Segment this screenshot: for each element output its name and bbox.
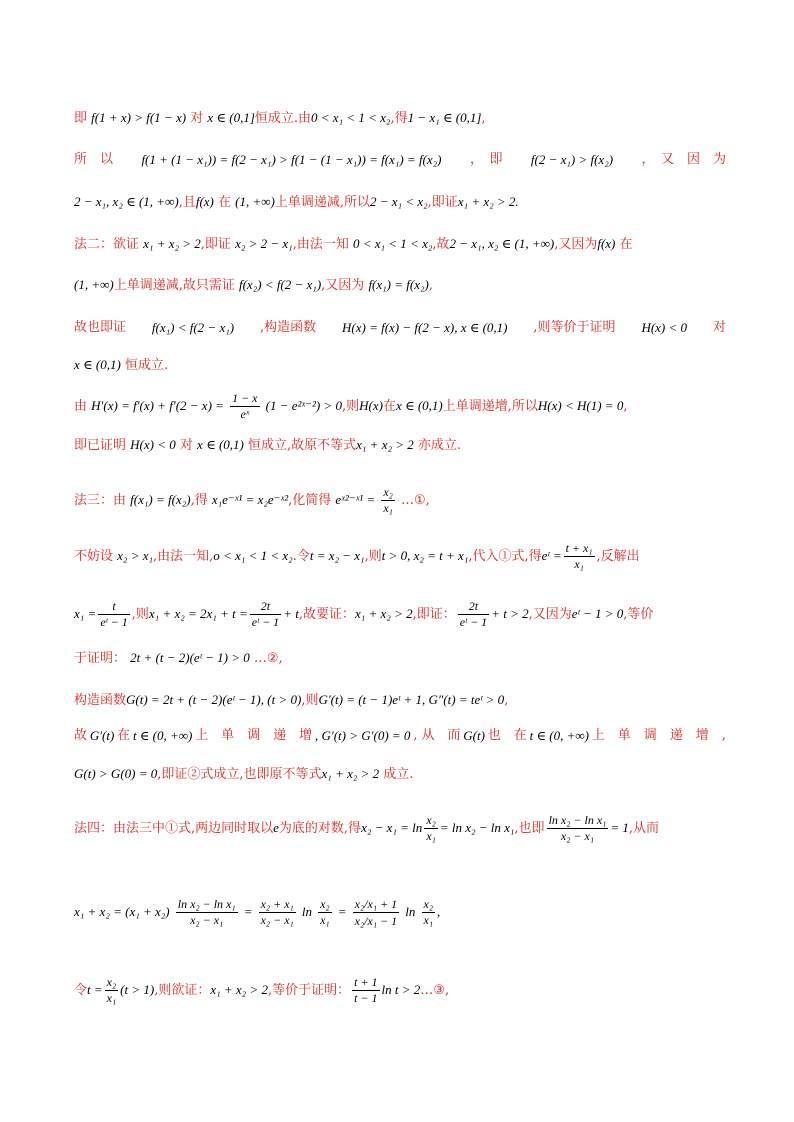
text-line-11 <box>74 538 726 574</box>
math-expression: + t > 2 <box>491 606 529 621</box>
fraction-numerator: ln x₂ − ln x₁ <box>548 813 607 827</box>
fraction-denominator: x₁ <box>106 991 117 1005</box>
red-text: ,则 <box>341 399 360 414</box>
red-text: 由 <box>74 399 88 414</box>
fraction <box>424 813 438 844</box>
math-expression: x₁ + x₂ > 2 <box>356 437 414 452</box>
math-expression: G′(t) = (t − 1)eᵗ + 1, G″(t) = teᵗ > 0 <box>318 692 505 707</box>
math-expression: f(2 − x₁) > f(x₂) <box>530 152 614 167</box>
fraction-denominator: x₁ <box>574 557 584 571</box>
red-text: , <box>428 278 433 293</box>
math-expression: f(x₁) < f(2 − x₁) <box>151 320 235 335</box>
red-text: ,化简得 <box>288 493 332 508</box>
fraction <box>352 975 379 1006</box>
text-line-7 <box>74 355 726 376</box>
text-line-16 <box>74 764 726 785</box>
math-expression: (1, +∞) <box>235 194 275 209</box>
text-line-6 <box>74 318 726 338</box>
compound-fraction <box>353 896 399 929</box>
fraction <box>318 897 332 928</box>
fraction-numerator: ln x₂ − ln x₁ <box>177 897 236 911</box>
math-expression: G(t) <box>463 728 485 743</box>
fraction-denominator: x₁ <box>426 829 436 843</box>
math-expression: ln t > 2 <box>381 982 421 997</box>
math-expression: f(x) <box>195 194 214 209</box>
text-line-15 <box>74 726 726 746</box>
red-text: 上单调递减,所以 <box>274 195 371 210</box>
fraction-numerator: x₂ <box>106 975 117 989</box>
math-expression: x₁e⁻ˣ¹ = x₂e⁻ˣ² <box>211 492 289 507</box>
text-line-5 <box>74 275 726 296</box>
red-text: ,即证 <box>427 195 458 210</box>
red-text: 不妨设 <box>74 549 114 564</box>
red-text: ,也即 <box>514 821 545 836</box>
fraction <box>458 599 489 630</box>
text-line-10 <box>74 482 726 518</box>
fraction-numerator: t <box>98 599 129 615</box>
fraction <box>176 897 238 928</box>
fraction <box>259 897 296 928</box>
red-text: ,故要证： <box>298 607 355 622</box>
fraction-numerator: t + 1 <box>354 975 378 989</box>
red-text: 在 <box>382 399 396 414</box>
math-expression: x ∈ (0,1) <box>395 398 443 413</box>
math-expression: f(1 + x) > f(1 − x) <box>91 110 187 125</box>
text-line-4 <box>74 234 726 255</box>
red-text: 恒成立. <box>124 358 169 373</box>
math-expression: f(x₁) = f(x₂) <box>130 492 191 507</box>
fraction-numerator: x₂ <box>423 897 434 911</box>
red-text: ， 又 因 为 <box>641 152 726 167</box>
math-expression: 0 < x₁ < 1 < x₂ <box>352 236 433 251</box>
math-expression: e <box>273 820 279 835</box>
fraction-denominator: eᵗ − 1 <box>251 615 280 629</box>
math-expression: x ∈ (0,1) <box>74 357 121 372</box>
fraction-denominator: x₁ <box>383 501 393 515</box>
red-text: 对 <box>190 111 204 126</box>
math-expression: H(x) < 0 <box>130 437 176 452</box>
fraction <box>422 897 436 928</box>
math-expression: t = <box>87 982 103 997</box>
math-expression: = <box>337 904 347 919</box>
red-text: 上单调递增,所以 <box>442 399 538 414</box>
red-text: ,即证②式成立,也即原不等式 <box>157 767 322 782</box>
math-expression: t > 0, x₂ = t + x₁ <box>381 548 469 563</box>
red-text: 故 <box>74 728 88 743</box>
red-text: ,则等价于证明 <box>533 320 616 335</box>
math-expression: t ∈ (0, +∞) <box>529 728 589 743</box>
red-text: 亦成立. <box>417 438 462 453</box>
math-expression: eˣ²⁻ˣ¹ = <box>335 492 376 507</box>
fraction <box>250 599 281 630</box>
math-expression: x₁ + x₂ = (x₁ + x₂) <box>74 904 170 919</box>
text-line-3 <box>74 192 726 213</box>
red-text: 对 <box>179 438 193 453</box>
red-text: 法三：由 <box>74 493 127 508</box>
math-expression: G(t) = 2t + (t − 2)(eᵗ − 1), (t > 0) <box>126 692 302 707</box>
red-text: ,等价 <box>623 607 654 622</box>
red-text: 令 <box>74 983 88 998</box>
math-expression: G′(t) <box>89 728 115 743</box>
red-text: ,由法一知 <box>292 237 349 252</box>
math-expression: 2 − x₁, x₂ ∈ (1, +∞) <box>449 236 555 251</box>
math-expression: x₁ = <box>74 606 97 621</box>
math-expression: (1, +∞) <box>74 277 114 292</box>
red-text: 在 <box>218 195 232 210</box>
fraction <box>230 391 259 422</box>
red-text: 上单调递减,故只需证 <box>113 278 235 293</box>
math-expression: , G′(t) > G′(0) = 0 <box>314 728 411 743</box>
red-text: 所 以 <box>74 152 114 167</box>
red-text: ,又因为 <box>554 237 598 252</box>
red-text: 故也即证 <box>74 320 127 335</box>
fraction-denominator: eᵗ − 1 <box>459 615 488 629</box>
math-expression: x₁ + x₂ = 2x₁ + t = <box>148 606 248 621</box>
red-text: 法四：由法三中①式,两边同时取以 <box>74 821 274 836</box>
fraction-numerator: x₂ <box>320 897 330 911</box>
math-expression: eᵗ = <box>541 548 562 563</box>
red-text: ,即证 <box>200 237 231 252</box>
math-expression: 0 < x₁ < 1 < x₂ <box>311 110 391 125</box>
math-expression: t ∈ (0, +∞) <box>132 728 193 743</box>
fraction-denominator: x₂ − x₁ <box>560 829 594 843</box>
fraction <box>381 485 395 516</box>
math-expression: f(x₂) < f(2 − x₁) <box>238 277 322 292</box>
red-text: ,即证： <box>412 607 456 622</box>
fraction-denominator: x₁ <box>320 913 330 927</box>
red-text: ,从而 <box>628 821 659 836</box>
fraction <box>547 813 609 844</box>
red-text: 即 <box>74 111 88 126</box>
red-text: 成立. <box>383 767 414 782</box>
math-expression: x₁ + x₂ > 2 <box>321 766 380 781</box>
red-text: 也 在 <box>487 728 527 743</box>
fraction <box>564 541 595 572</box>
math-expression: x₁ + x₂ > 2 <box>143 236 201 251</box>
math-expression: H(x) < 0 <box>641 320 688 335</box>
red-text: ,又因为 <box>528 607 572 622</box>
fraction-numerator: x₂ <box>426 813 436 827</box>
red-text: ,则 <box>131 607 149 622</box>
red-text: 为底的对数,得 <box>278 821 362 836</box>
fraction-denominator: x₂ − x₁ <box>260 913 294 927</box>
red-text: ,得 <box>390 111 408 126</box>
math-expression: + t <box>283 606 299 621</box>
red-text: 恒成立.由 <box>254 111 312 126</box>
fraction-denominator: x₂/x₁ − 1 <box>354 914 398 928</box>
math-expression: 2t + (t − 2)(eᵗ − 1) > 0 <box>130 650 250 665</box>
fraction-numerator: 1 − x <box>232 391 258 405</box>
math-expression: x₁ + x₂ > 2. <box>457 194 519 209</box>
fraction-numerator: x₂ + x₁ <box>260 897 294 911</box>
math-expression: 2 − x₁, x₂ ∈ (1, +∞) <box>74 194 179 209</box>
text-line-13 <box>74 648 726 669</box>
math-expression: t = x₂ − x₁ <box>309 548 365 563</box>
math-expression: f(x) <box>597 236 616 251</box>
red-text: 上 单 调 递 增 , <box>591 728 726 743</box>
math-expression: 2 − x₁ < x₂ <box>370 194 428 209</box>
math-expression: H(x) = f(x) − f(2 − x), x ∈ (0,1) <box>342 320 508 335</box>
red-text: , <box>481 111 486 126</box>
red-text: .令 <box>292 549 310 564</box>
red-text: 在 <box>117 728 131 743</box>
red-text: ,反解出 <box>596 549 640 564</box>
text-line-9 <box>74 435 726 456</box>
math-expression: = ln x₂ − ln x₁ <box>439 820 515 835</box>
math-expression: f(1 + (1 − x₁)) = f(2 − x₁) > f(1 − (1 − x₁)) = f(x₁) = f(x₂) <box>141 152 442 167</box>
text-line-17 <box>74 808 726 848</box>
math-expression: x₁ + x₂ > 2 <box>354 606 413 621</box>
fraction-numerator: x₂/x₁ + 1 <box>354 897 398 911</box>
fraction-denominator: x₂ − x₁ <box>190 913 224 927</box>
red-text: 即已证明 <box>74 438 127 453</box>
math-expression: H(x) <box>359 398 383 413</box>
text-line-8 <box>74 388 726 424</box>
red-text: 在 <box>619 237 633 252</box>
red-text: ， 即 <box>469 152 503 167</box>
text-line-1 <box>74 108 726 129</box>
fraction-numerator: 2t <box>458 599 489 615</box>
red-text: , <box>623 399 628 414</box>
red-text: ,故 <box>432 237 450 252</box>
math-expression: o < x₁ < 1 < x₂ <box>213 548 293 563</box>
red-text: …②, <box>253 651 283 666</box>
fraction-numerator: x₂ <box>383 485 393 499</box>
fraction-numerator: 2t <box>250 599 281 615</box>
red-text: ,则欲证： <box>154 983 211 998</box>
math-expression: eᵗ − 1 > 0 <box>571 606 624 621</box>
math-expression: = <box>243 904 253 919</box>
red-text: ,又因为 <box>321 278 365 293</box>
text-line-19 <box>74 970 726 1010</box>
fraction-denominator: eᵗ − 1 <box>100 615 128 629</box>
math-expression: H(x) < H(1) = 0 <box>537 398 624 413</box>
math-expression: x₂ > x₁ <box>117 548 154 563</box>
text-line-2 <box>74 150 726 170</box>
math-expression: f(x₁) = f(x₂) <box>368 277 429 292</box>
math-expression: x₁ + x₂ > 2 <box>210 982 268 997</box>
red-text: ,得 <box>190 493 208 508</box>
red-text: 对 <box>712 320 726 335</box>
red-text: ,则 <box>364 549 382 564</box>
math-expression: x₂ > 2 − x₁ <box>235 236 293 251</box>
fraction <box>105 975 119 1006</box>
fraction-numerator: t + x₁ <box>565 541 593 555</box>
math-expression: 1 − x₁ ∈ (0,1] <box>407 110 482 125</box>
red-text: 恒成立,故原不等式 <box>248 438 357 453</box>
math-expression: ln <box>405 904 416 919</box>
red-text: ,且 <box>178 195 196 210</box>
red-text: …①, <box>400 493 430 508</box>
math-expression: x ∈ (0,1) <box>197 437 244 452</box>
red-text: , <box>504 693 509 708</box>
math-expression: = 1 <box>610 820 629 835</box>
math-expression: , <box>437 904 441 919</box>
red-text: ,代入①式,得 <box>468 549 542 564</box>
math-expression: x₂ − x₁ = ln <box>361 820 423 835</box>
red-text: 构造函数 <box>74 693 127 708</box>
math-expression: x ∈ (0,1] <box>207 110 255 125</box>
red-text: …③, <box>420 983 450 998</box>
text-line-14 <box>74 690 726 711</box>
red-text: , 从 而 <box>413 728 461 743</box>
fraction-denominator: x₁ <box>423 913 434 927</box>
red-text: ,构造函数 <box>259 320 317 335</box>
red-text: 法二：欲证 <box>74 237 140 252</box>
math-expression: (1 − e²ˣ⁻²) > 0 <box>265 398 342 413</box>
fraction-denominator: eˣ <box>240 407 250 421</box>
red-text: ,则 <box>301 693 319 708</box>
math-expression: G(t) > G(0) = 0 <box>74 766 158 781</box>
math-expression: (t > 1) <box>120 982 155 997</box>
text-line-18 <box>74 880 726 944</box>
red-text: ,由法一知, <box>153 549 214 564</box>
red-text: 上 单 调 递 增 <box>195 728 313 743</box>
math-expression: ln <box>301 904 312 919</box>
math-expression: H′(x) = f′(x) + f′(2 − x) = <box>91 398 224 413</box>
red-text: ,等价于证明： <box>267 983 351 998</box>
fraction <box>98 599 129 630</box>
red-text: 于证明： <box>74 651 127 666</box>
text-line-12 <box>74 594 726 634</box>
fraction-denominator: t − 1 <box>354 991 378 1005</box>
